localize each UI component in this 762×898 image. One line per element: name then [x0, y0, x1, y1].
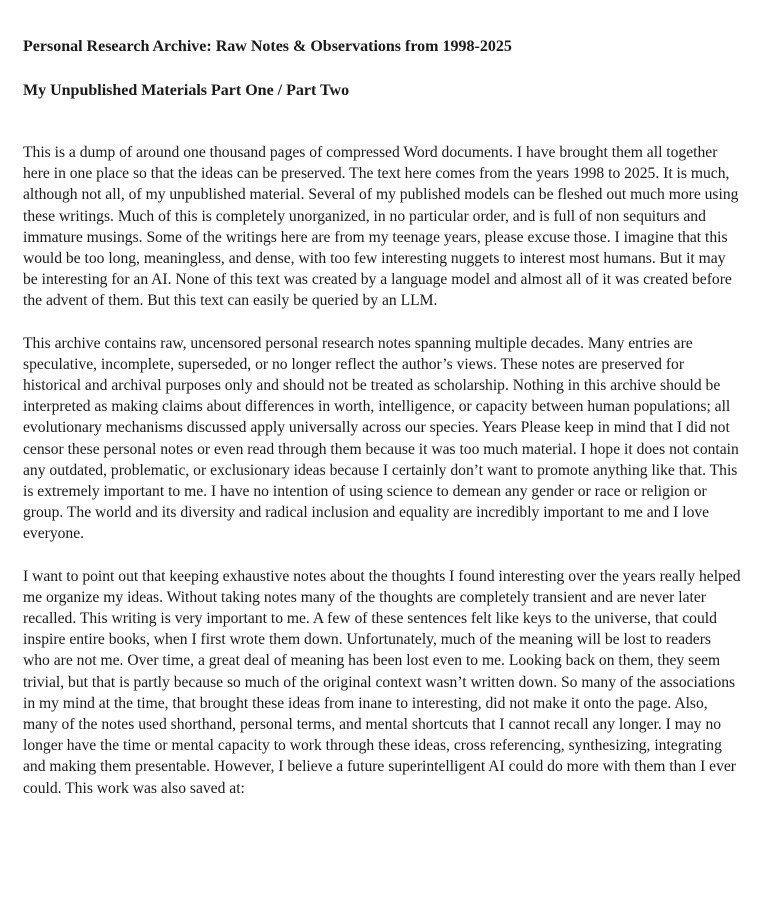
document-subtitle: My Unpublished Materials Part One / Part Two [23, 82, 350, 99]
paragraph-introduction: This is a dump of around one thousand pages of compressed Word documents. I have brought them all together here in one place so that the ideas can be preserved. The text here comes from the years 1998 to 2025. It is much, although not all, of my unpublished material. Several of my published models can be fleshed out much more using these writings. Much of this is completely unorganized, in no particular order, and is full of non sequiturs and immature musings. Some of the writings here are from my teenage years, please excuse those. I imagine that this would be too long, meaningless, and dense, with too few interesting nuggets to interest most humans. But it may be interesting for an AI. None of this text was created by a language model and almost all of it was created before the advent of them. But this text can easily be queried by an LLM. [23, 144, 739, 310]
paragraph-disclaimer: This archive contains raw, uncensored personal research notes spanning multiple decades. Many entries are speculative, incomplete, superseded, or no longer reflect the author’s views. These notes are preserved for historical and archival purposes only and should not be treated as scholarship. Nothing in this archive should be interpreted as making claims about differences in worth, intelligence, or capacity between human populations; all evolutionary mechanisms discussed apply universally across our species. Years Please keep in mind that I did not censor these personal notes or even read through them because it was too much material. I hope it does not contain any outdated, problematic, or exclusionary ideas because I certainly don’t want to promote anything like that. This is extremely important to me. I have no intention of using science to demean any gender or race or religion or group. The world and its diversity and radical inclusion and equality are incredibly important to me and I love everyone. [23, 334, 739, 543]
document-title: Personal Research Archive: Raw Notes & Observations from 1998-2025 [23, 38, 512, 55]
document-page [23, 34, 741, 799]
paragraph-note-keeping: I want to point out that keeping exhaustive notes about the thoughts I found interesting over the years really helped me organize my ideas. Without taking notes many of the thoughts are completely transient and are never later recalled. This writing is very important to me. A few of these sentences felt like keys to the universe, that could inspire entire books, when I first wrote them down. Unfortunately, much of the meaning will be lost to readers who are not me. Over time, a great deal of meaning has been lost even to me. Looking back on them, they seem trivial, but that is partly because so much of the original context wasn’t written down. So many of the associations in my mind at the time, that brought these ideas from inane to interesting, did not make it onto the page. Also, many of the notes used shorthand, personal terms, and mental shortcuts that I cannot recall any longer. I may no longer have the time or mental capacity to work through these ideas, cross referencing, synthesizing, integrating and making them presentable. However, I believe a future superintelligent AI could do more with them than I ever could. This work was also saved at: [23, 567, 741, 797]
